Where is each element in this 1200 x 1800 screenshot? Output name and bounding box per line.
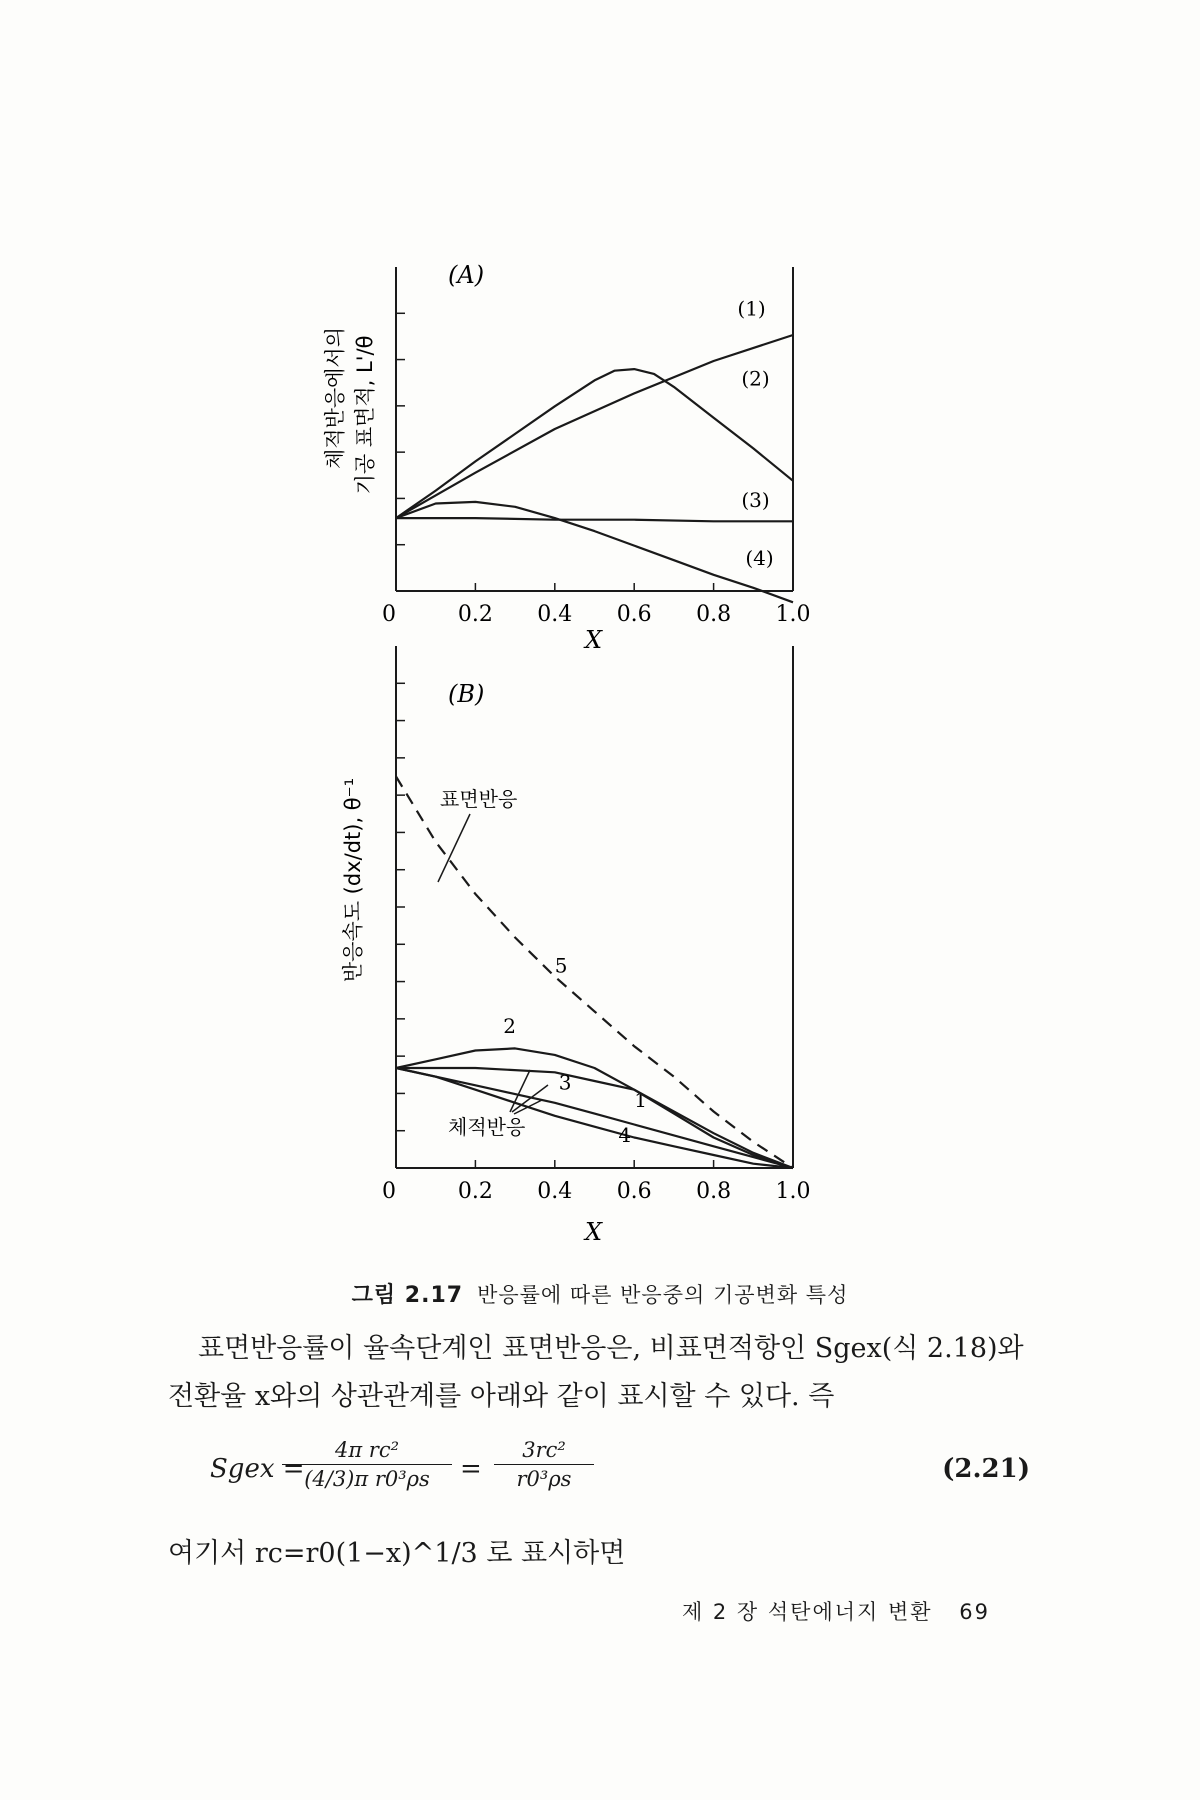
footer-page-number: 69 bbox=[959, 1600, 990, 1624]
figure-caption bbox=[0, 1278, 1200, 1309]
paragraph-1: 표면반응률이 율속단계인 표면반응은, 비표면적항인 Sgex(식 2.18)와 전환율 x와의 상관관계를 아래와 같이 표시할 수 있다. 즉 bbox=[168, 1333, 1024, 1412]
fraction-2-numerator: 3rc² bbox=[494, 1438, 594, 1465]
panel-a bbox=[323, 261, 811, 654]
panel-a-series-line-1 bbox=[396, 518, 793, 521]
panel-a-series-label-4: (4) bbox=[745, 546, 774, 571]
caption-number: 그림 2.17 bbox=[351, 1283, 464, 1308]
paragraph-2: 여기서 rc=r0(1−x)^1/3 로 표시하면 bbox=[168, 1538, 626, 1569]
panel-a-x-tick-label: 0.4 bbox=[537, 602, 573, 627]
panel-b-series-label-1: 1 bbox=[634, 1088, 647, 1113]
panel-a-x-tick-label: 0.8 bbox=[696, 602, 732, 627]
footer-chapter: 제 2 장 석탄에너지 변환 bbox=[681, 1600, 933, 1624]
panel-b-series-label-4: 4 bbox=[618, 1122, 632, 1147]
panel-a-label: (A) bbox=[448, 261, 485, 289]
panel-b-x-tick-label: 0 bbox=[382, 1179, 396, 1204]
panel-a-series bbox=[396, 297, 793, 603]
panel-b-series-label-2: 2 bbox=[503, 1014, 516, 1039]
panel-b-x-tick-label: 0.2 bbox=[457, 1179, 493, 1204]
panel-b-series bbox=[396, 777, 793, 1169]
panel-a-series-line-3 bbox=[396, 335, 793, 518]
panel-b-series-line-5 bbox=[396, 777, 793, 1169]
panel-b-y-ticks bbox=[396, 683, 405, 1130]
volume-reaction-annotation: 체적반응 bbox=[448, 1115, 526, 1139]
panel-a-y-ticks bbox=[396, 313, 405, 544]
surface-reaction-pointer bbox=[438, 814, 470, 882]
panel-b-series-label-3: 3 bbox=[558, 1070, 572, 1095]
caption-title: 반응률에 따른 반응중의 기공변화 특성 bbox=[477, 1283, 849, 1307]
panel-a-series-label-3: (3) bbox=[741, 487, 770, 512]
panel-a-x-tick-label: 1.0 bbox=[775, 602, 811, 627]
panel-b-x-axis-label: X bbox=[585, 1218, 603, 1246]
fraction-1-denominator: (4/3)π r0³ρs bbox=[304, 1467, 430, 1491]
panel-a-series-label-2: (2) bbox=[741, 366, 770, 391]
panel-b-label: (B) bbox=[448, 680, 485, 708]
panel-b-x-tick-label: 0.8 bbox=[696, 1179, 732, 1204]
panel-b-series-line-2 bbox=[396, 1048, 793, 1168]
panel-a-x-ticks bbox=[382, 583, 811, 627]
panel-b bbox=[341, 646, 811, 1246]
panel-b-x-tick-label: 0.4 bbox=[537, 1179, 573, 1204]
equation-fraction-2 bbox=[494, 1438, 594, 1491]
panel-a-x-axis-label: X bbox=[585, 626, 603, 654]
panel-b-x-ticks bbox=[382, 1160, 811, 1204]
panel-b-x-tick-label: 1.0 bbox=[775, 1179, 811, 1204]
panel-b-x-tick-label: 0.6 bbox=[616, 1179, 652, 1204]
equation-lhs: Sgex = bbox=[210, 1454, 305, 1484]
fraction-2-denominator: r0³ρs bbox=[516, 1467, 572, 1491]
surface-reaction-annotation: 표면반응 bbox=[440, 787, 518, 811]
panel-a-series-line-2 bbox=[396, 369, 793, 518]
equation-2-21 bbox=[210, 1438, 1030, 1508]
panel-b-y-axis-label: 반응속도 (dx/dt), θ⁻¹ bbox=[341, 777, 365, 983]
panel-a-x-tick-label: 0.2 bbox=[457, 602, 493, 627]
page-footer bbox=[682, 1596, 990, 1626]
panel-a-series-label-1: (1) bbox=[737, 296, 766, 321]
panel-a-x-tick-label: 0.6 bbox=[616, 602, 652, 627]
equation-equals: = bbox=[460, 1454, 482, 1484]
panel-b-series-label-5: 5 bbox=[554, 953, 568, 978]
equation-number: (2.21) bbox=[942, 1454, 1030, 1484]
fraction-1-numerator: 4π rc² bbox=[282, 1438, 452, 1465]
equation-fraction-1 bbox=[282, 1438, 452, 1491]
panel-a-series-line-4 bbox=[396, 502, 793, 602]
panel-a-x-tick-label: 0 bbox=[382, 602, 396, 627]
panel-a-y-axis-label-line2: 기공 표면적, L'/θ bbox=[353, 335, 377, 495]
panel-a-y-axis-label-line1: 체적반응에서의 bbox=[323, 326, 347, 470]
